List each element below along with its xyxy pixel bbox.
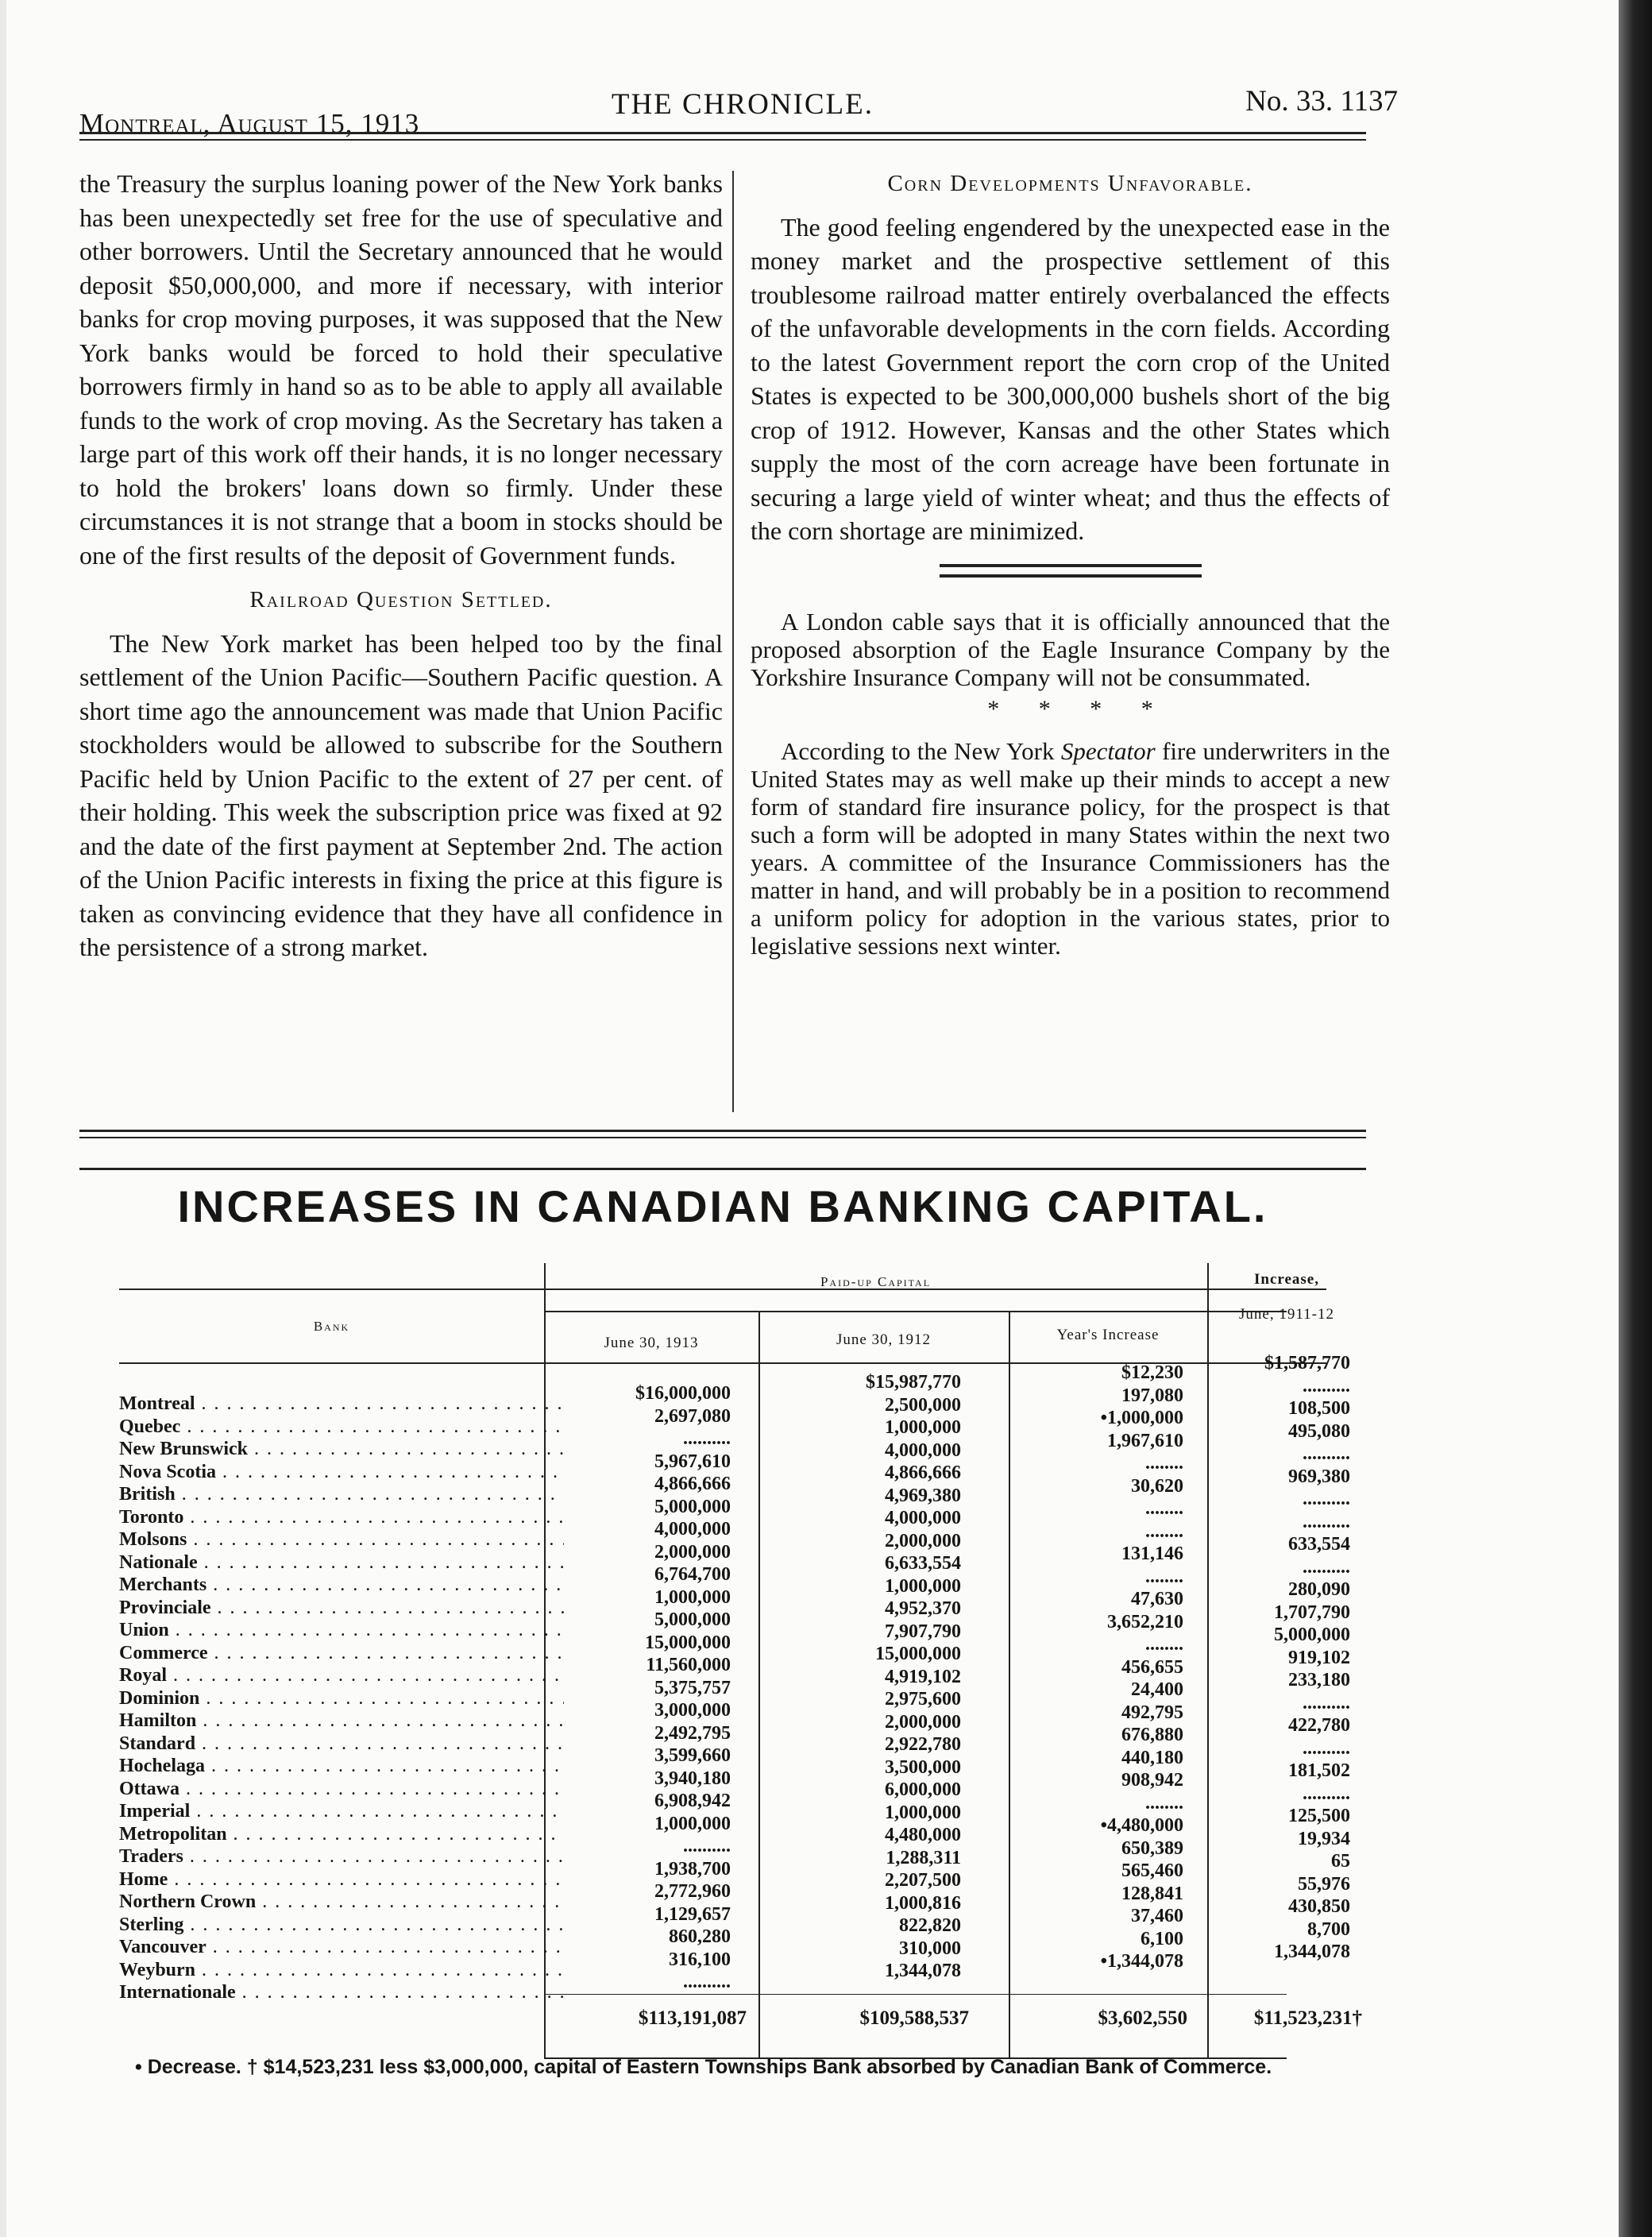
bank-name: Union . . . [119,1619,564,1642]
section-rule-upper [79,1130,1366,1138]
years-increase-cell: 1,967,610 [1107,1430,1183,1451]
capital-1912-cell: 4,952,370 [885,1598,961,1619]
table-title: INCREASES IN CANADIAN BANKING CAPITAL. [177,1181,1268,1231]
increase-1911-12-column [1215,1352,1350,1964]
increase-1911-12-cell: .......... [1303,1443,1350,1464]
scan-margin-left [0,0,6,2237]
capital-1912-cell: 1,000,000 [885,1417,961,1438]
capital-1913-cell: 6,764,700 [654,1564,731,1585]
capital-1912-cell: 1,000,816 [885,1892,961,1914]
total-rule [544,1994,1287,1995]
total-june-1913: $113,191,087 [638,2007,747,2029]
bank-name: Provinciale . . . [119,1597,564,1620]
capital-1913-cell: 15,000,000 [645,1632,731,1653]
increase-1911-12-cell: .......... [1303,1692,1350,1713]
capital-1913-cell: 5,967,610 [654,1451,731,1472]
running-header [79,79,1398,139]
capital-1913-cell: .......... [683,1428,731,1449]
increase-1911-12-cell: 108,500 [1288,1398,1350,1419]
capital-1912-cell: 1,000,000 [885,1802,961,1823]
years-increase-cell: 30,620 [1131,1475,1183,1497]
bank-name: Imperial . . . [119,1800,564,1823]
total-increase-1911-12: $11,523,231† [1253,2007,1362,2029]
increase-1911-12-cell: .......... [1303,1375,1350,1397]
right-paragraph-2: A London cable says that it is officially announced that the proposed absorption of the Eagle Insurance Company by the Yorkshire Insurance Company will not be consummated. [751,607,1390,691]
capital-1913-cell: 4,000,000 [654,1519,731,1540]
column-rule-4 [1207,1263,1209,2057]
capital-1912-cell: 7,907,790 [885,1621,961,1642]
increase-1911-12-cell: .......... [1303,1511,1350,1532]
capital-1912-cell: 6,000,000 [885,1779,961,1800]
increase-1911-12-cell: .......... [1303,1737,1350,1759]
years-increase-cell: ........ [1145,1792,1183,1814]
bank-name: Dominion . . . [119,1687,564,1710]
years-increase-cell: 565,460 [1121,1860,1183,1881]
header-publication-title: THE CHRONICLE. [611,88,874,121]
asterism: * * * * [987,695,1153,722]
capital-1912-cell: 15,000,000 [875,1644,961,1664]
bank-name: Internationale . . . [119,1981,564,2004]
header-paid-up-capital: Paid-up Capital [820,1274,932,1289]
years-increase-cell: •1,344,078 [1100,1951,1183,1972]
capital-1913-cell: 5,000,000 [654,1496,731,1517]
capital-1913-cell: 5,000,000 [654,1609,731,1630]
capital-1912-cell: 2,000,000 [885,1711,961,1733]
bank-name: Ottawa . . . [119,1778,564,1801]
years-increase-cell: 131,146 [1121,1543,1183,1564]
left-paragraph-2: The New York market has been helped too by the final settlement of the Union Pacific—Southern Pacific question. A short time ago the announcement was made that Union Pacific stockholders would be allowed to subscribe for the Southern Pacific held by Union Pacific to the extent of 27 per cent. of their holding. This week the subscription price was fixed at 92 and the date of the first payment at September 2nd. The action of the Union Pacific interests in fixing the price at this figure is taken as convincing evidence that they have all confidence in the persistence of a strong market. [79,628,723,961]
years-increase-cell: ........ [1145,1566,1183,1587]
capital-1913-cell: 2,697,080 [654,1405,731,1427]
capital-1912-cell: 310,000 [899,1938,961,1959]
capital-1912-cell: 4,969,380 [885,1485,961,1506]
bank-name: Metropolitan . . . [119,1823,564,1846]
section-rule-lower [79,1168,1366,1172]
capital-1913-cell: 1,000,000 [654,1586,731,1608]
right-paragraph-1: The good feeling engendered by the unexpected ease in the money market and the prospective settlement of this troublesome railroad matter entirely overbalanced the effects of the unfavorable developments in the corn fields. According to the latest Government report the corn crop of the United States is expected to be 300,000,000 bushels short of the big crop of 1912. However, Kansas and the other States which supply the most of the corn acreage have been fortunate in securing a large yield of winter wheat; and thus the effects of the corn shortage are minimized. [751,212,1390,545]
paid-up-underline [544,1311,1287,1312]
banking-capital-table [79,1263,1366,2057]
header-increase-period: June, 1911-12 [1239,1306,1334,1323]
years-increase-cell: ........ [1145,1634,1183,1655]
years-increase-cell: 197,080 [1121,1385,1183,1406]
capital-1913-cell: 4,866,666 [654,1474,731,1494]
years-increase-cell: 650,389 [1121,1837,1183,1859]
bank-name: Vancouver . . . [119,1936,564,1959]
years-increase-cell: 47,630 [1131,1589,1183,1609]
bank-name: Northern Crown . . . [119,1891,564,1914]
bank-name-column [119,1393,564,2004]
june-1912-column [794,1371,961,1983]
increase-1911-12-cell: 19,934 [1298,1828,1350,1849]
capital-1913-cell: 3,940,180 [654,1768,731,1789]
increase-1911-12-cell: 430,850 [1288,1896,1350,1917]
scan-binding-edge [1619,0,1652,2237]
heading-railroad-question: Railroad Question Settled. [249,587,553,612]
bank-name: Hamilton . . . [119,1710,564,1733]
total-years-increase: $3,602,550 [1098,2007,1187,2029]
years-increase-cell: 37,460 [1131,1906,1183,1926]
increase-1911-12-cell: 919,102 [1288,1647,1350,1668]
increase-1911-12-cell: .......... [1303,1489,1350,1509]
capital-1913-cell: 6,908,942 [654,1791,731,1811]
capital-1913-cell: $16,000,000 [635,1383,731,1404]
capital-1912-cell: 4,480,000 [885,1825,961,1845]
bank-name: Montreal . . . [119,1393,564,1416]
capital-1913-cell: 1,129,657 [654,1903,731,1925]
years-increase-cell: ........ [1145,1453,1183,1474]
capital-1912-cell: 4,000,000 [885,1439,961,1461]
bank-name: New Brunswick . . . [119,1438,564,1461]
years-increase-column [1032,1362,1183,1973]
capital-1913-cell: 11,560,000 [646,1655,731,1675]
years-increase-cell: ........ [1145,1520,1183,1542]
increase-1911-12-cell: 969,380 [1288,1466,1350,1487]
header-dateline: Montreal, August 15, 1913 [79,108,420,139]
increase-1911-12-cell: 1,707,790 [1274,1601,1350,1623]
years-increase-cell: 3,652,210 [1107,1611,1183,1632]
capital-1912-cell: 4,866,666 [885,1462,961,1483]
capital-1912-cell: 4,919,102 [885,1666,961,1687]
left-column [79,167,723,964]
capital-1912-cell: 2,975,600 [885,1689,961,1710]
years-increase-cell: 492,795 [1121,1702,1183,1723]
capital-1913-cell: 316,100 [669,1949,731,1970]
years-increase-cell: 908,942 [1121,1770,1183,1791]
bank-name: Commerce . . . [119,1642,564,1665]
column-divider [732,171,734,1112]
section-divider-rule [940,564,1202,578]
capital-1912-cell: 1,288,311 [886,1847,961,1868]
bank-name: Merchants . . . [119,1574,564,1597]
capital-1912-cell: 2,500,000 [885,1394,961,1416]
increase-1911-12-cell: 233,180 [1288,1670,1350,1690]
paragraph-3-start: According to the New York [781,737,1061,765]
increase-1911-12-cell: 280,090 [1288,1579,1350,1600]
capital-1912-cell: 3,500,000 [885,1756,961,1778]
header-increase: Increase, [1254,1271,1319,1288]
heading-corn-developments: Corn Developments Unfavorable. [887,171,1253,196]
years-increase-cell: •1,000,000 [1100,1408,1183,1428]
bank-name: Quebec . . . [119,1416,564,1439]
capital-1912-cell: 6,633,554 [885,1553,961,1574]
column-rule-3 [1009,1311,1010,2057]
newspaper-page [79,0,1398,2237]
increase-1911-12-cell: 495,080 [1288,1420,1350,1442]
increase-1911-12-cell: .......... [1303,1783,1350,1804]
increase-1911-12-cell: 422,780 [1288,1715,1350,1736]
years-increase-cell: 128,841 [1121,1883,1183,1904]
bank-name: Nationale . . . [119,1551,564,1574]
increase-1911-12-cell: 65 [1331,1851,1350,1872]
bank-name: Weyburn . . . [119,1959,564,1982]
capital-1912-cell: 2,922,780 [885,1734,961,1755]
header-june-1913: June 30, 1913 [604,1335,699,1351]
right-column [751,167,1390,960]
years-increase-cell: 676,880 [1121,1725,1183,1745]
bank-name: Traders . . . [119,1845,564,1868]
capital-1913-cell: 2,772,960 [654,1881,731,1902]
capital-1912-cell: 822,820 [899,1915,961,1936]
bank-name: Standard . . . [119,1733,564,1756]
years-increase-cell: •4,480,000 [1100,1815,1183,1836]
header-page-number: No. 33. 1137 [1245,85,1398,118]
years-increase-cell: 456,655 [1121,1656,1183,1678]
increase-1911-12-cell: 5,000,000 [1274,1625,1350,1645]
capital-1913-cell: .......... [683,1972,731,1992]
capital-1912-cell: 1,000,000 [885,1575,961,1597]
capital-1913-cell: 5,375,757 [654,1677,731,1698]
capital-1913-cell: 2,492,795 [654,1722,731,1744]
capital-1913-cell: .......... [683,1836,731,1856]
increase-1911-12-cell: 1,344,078 [1274,1941,1350,1962]
increase-1911-12-cell: 125,500 [1288,1806,1350,1826]
spectator-title: Spectator [1060,737,1156,765]
capital-1913-cell: 1,938,700 [654,1858,731,1880]
capital-1913-cell: 3,599,660 [654,1745,731,1766]
capital-1912-cell: 4,000,000 [885,1508,961,1528]
bank-name: British . . . [119,1483,564,1506]
capital-1913-cell: 2,000,000 [654,1541,731,1563]
capital-1912-cell: 2,000,000 [885,1530,961,1551]
increase-1911-12-cell: 8,700 [1307,1918,1350,1940]
bank-name: Toronto . . . [119,1506,564,1529]
capital-1912-cell: 1,344,078 [885,1961,961,1981]
june-1913-column [588,1382,731,1994]
bank-name: Home . . . [119,1868,564,1891]
increase-1911-12-cell: 633,554 [1288,1534,1350,1555]
increase-1911-12-cell: .......... [1303,1556,1350,1578]
capital-1912-cell: $15,987,770 [866,1372,961,1393]
header-rule [79,132,1366,141]
increase-1911-12-cell: $1,587,770 [1264,1353,1350,1373]
capital-1913-cell: 860,280 [669,1926,731,1947]
years-increase-cell: 6,100 [1141,1928,1183,1949]
bank-name: Molsons . . . [119,1528,564,1551]
left-paragraph-1: the Treasury the surplus loaning power of the New York banks has been unexpectedly set free for the use of speculative and other borrowers. Until the Secretary announced that he would deposit $50,000,000, and more if necessary, with interior banks for crop moving purposes, it was supposed that the New York banks would be forced to hold their speculative borrowers firmly in hand so as to be able to apply all available funds to the work of crop moving. As the Secretary has taken a large part of this work off their hands, it is no longer necessary to hold the brokers' loans down so firmly. Under these circumstances it is not strange that a boom in stocks should be one of the first results of the deposit of Government funds. [79,169,723,570]
header-june-1912: June 30, 1912 [836,1331,932,1348]
right-paragraph-3 [751,737,1390,960]
capital-1912-cell: 2,207,500 [885,1870,961,1891]
years-increase-cell: $12,230 [1121,1362,1183,1383]
capital-1913-cell: 3,000,000 [654,1700,731,1721]
header-bank: Bank [313,1319,350,1334]
bank-name: Nova Scotia . . . [119,1461,564,1484]
increase-1911-12-cell: 181,502 [1288,1760,1350,1781]
years-increase-cell: 24,400 [1131,1679,1183,1700]
years-increase-cell: ........ [1145,1498,1183,1519]
header-years-increase: Year's Increase [1056,1327,1160,1343]
total-june-1912: $109,588,537 [859,2007,969,2029]
bank-name: Royal . . . [119,1664,564,1687]
years-increase-cell: 440,180 [1121,1747,1183,1768]
capital-1913-cell: 1,000,000 [654,1813,731,1834]
table-footnote: • Decrease. † $14,523,231 less $3,000,000, capital of Eastern Townships Bank absorbed by Canadian Bank of Commerce. [135,2056,1272,2078]
increase-1911-12-cell: 55,976 [1298,1873,1350,1895]
bank-name: Sterling . . . [119,1914,564,1937]
column-rule-2 [758,1311,760,2057]
bank-name: Hochelaga . . . [119,1755,564,1778]
paragraph-3-rest: fire underwriters in the United States may as well make up their minds to accept a new form of standard fire insurance policy, for the prospect is that such a form will be adopted in many States within the next two years. A committee of the Insurance Commissioners has the matter in hand, and will probably be in a position to recommend a uniform policy for adoption in the various states, prior to legislative sessions next winter. [751,737,1390,960]
